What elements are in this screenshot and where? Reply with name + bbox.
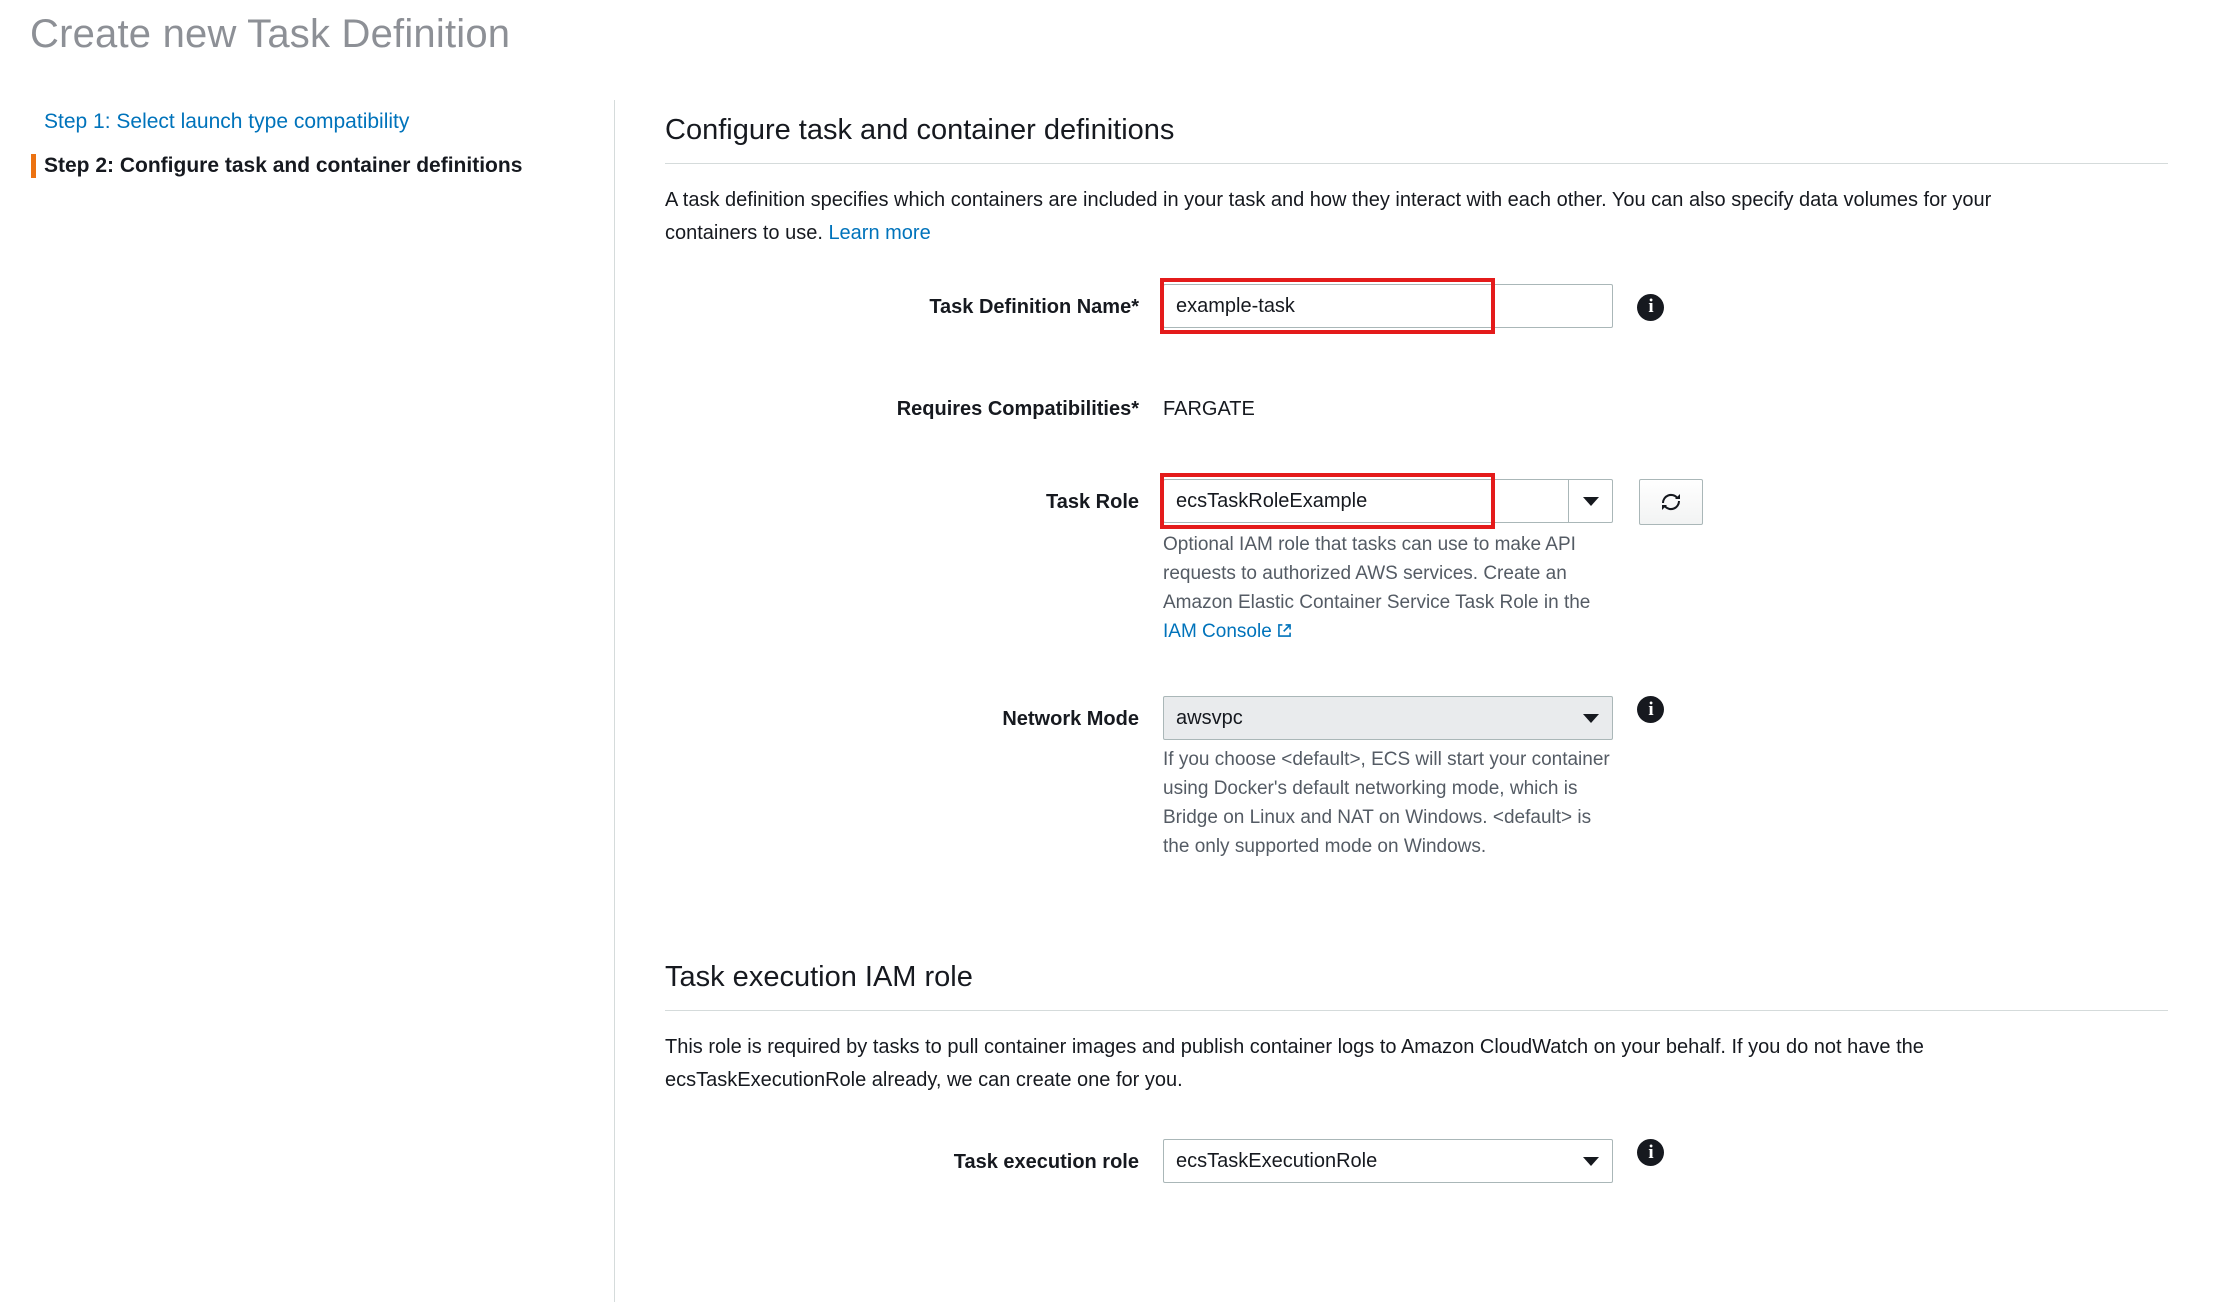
task-execution-role-form bbox=[615, 1139, 2218, 1183]
page-title: Create new Task Definition bbox=[30, 12, 511, 56]
learn-more-link[interactable]: Learn more bbox=[828, 222, 931, 244]
task-definition-name-input[interactable] bbox=[1163, 284, 1613, 328]
row-task-definition-name bbox=[615, 284, 2218, 328]
step-1-label: Step 1: Select launch type compatibility bbox=[44, 110, 410, 133]
row-network-mode bbox=[615, 696, 2218, 861]
row-requires-compatibilities bbox=[615, 386, 2218, 421]
steps-sidebar bbox=[0, 100, 615, 1302]
refresh-task-roles-button[interactable] bbox=[1639, 479, 1703, 525]
task-role-caret-box bbox=[1568, 479, 1613, 523]
task-definition-form bbox=[615, 284, 2218, 861]
network-mode-hint: If you choose <default>, ECS will start your container using Docker's default networking mode, which is Bridge on Linux and NAT on Windows. <default> is the only supported mode on Windows. bbox=[1163, 749, 1610, 857]
section-description-text: A task definition specifies which containers are included in your task and how they interact with each other. You can also specify data volumes for your containers to use. bbox=[665, 189, 1992, 244]
task-role-label: Task Role bbox=[1046, 491, 1139, 513]
network-mode-select[interactable] bbox=[1163, 696, 1613, 740]
task-execution-role-select-control[interactable] bbox=[1163, 1139, 1613, 1183]
iam-console-link[interactable]: IAM Console bbox=[1163, 621, 1272, 642]
task-role-select-control[interactable] bbox=[1163, 479, 1613, 523]
task-definition-name-input-wrap bbox=[1163, 284, 1613, 328]
task-role-field bbox=[1163, 479, 1703, 648]
network-mode-select-control[interactable] bbox=[1163, 696, 1613, 740]
requires-compatibilities-value: FARGATE bbox=[1163, 398, 1255, 420]
main-panel bbox=[615, 100, 2218, 1183]
requires-compatibilities-field bbox=[1163, 386, 1255, 421]
step-1-select-launch-type[interactable] bbox=[0, 100, 614, 144]
section-heading-configure: Configure task and container definitions bbox=[665, 114, 1175, 146]
execution-section-description: This role is required by tasks to pull container images and publish container logs to Amazon CloudWatch on your behalf. If you do not have the ecsTaskExecutionRole already, we can create one for you. bbox=[665, 1036, 1924, 1091]
step-2-label: Step 2: Configure task and container definitions bbox=[44, 154, 523, 177]
network-mode-field bbox=[1163, 696, 1664, 861]
section-spacer bbox=[615, 861, 2218, 961]
task-role-select-wrap bbox=[1163, 479, 1613, 523]
task-execution-role-select[interactable] bbox=[1163, 1139, 1613, 1183]
task-role-hint-text: Optional IAM role that tasks can use to make API requests to authorized AWS services. Create an Amazon Elastic Container Service Task Role in the bbox=[1163, 534, 1591, 613]
section-heading-execution-role: Task execution IAM role bbox=[665, 961, 973, 993]
row-task-role bbox=[615, 479, 2218, 648]
row-task-execution-role bbox=[615, 1139, 2218, 1183]
info-icon-network-mode[interactable]: i bbox=[1637, 696, 1664, 723]
refresh-icon bbox=[1659, 490, 1683, 514]
network-mode-label: Network Mode bbox=[1002, 708, 1139, 730]
requires-compatibilities-label: Requires Compatibilities* bbox=[896, 398, 1139, 420]
task-role-select[interactable] bbox=[1163, 479, 1613, 523]
step-2-configure-task[interactable] bbox=[0, 144, 614, 188]
task-definition-name-label: Task Definition Name* bbox=[929, 296, 1139, 318]
task-execution-role-label: Task execution role bbox=[953, 1151, 1139, 1173]
external-link-icon bbox=[1276, 619, 1293, 648]
info-icon-task-definition-name[interactable]: i bbox=[1637, 294, 1664, 321]
section-description bbox=[665, 184, 2055, 250]
info-icon-task-execution-role[interactable]: i bbox=[1637, 1139, 1664, 1166]
execution-heading-divider bbox=[665, 1010, 2168, 1011]
task-execution-role-field bbox=[1163, 1139, 1664, 1183]
task-definition-name-field bbox=[1163, 284, 1664, 328]
heading-divider bbox=[665, 163, 2168, 164]
task-role-hint bbox=[1163, 530, 1613, 648]
